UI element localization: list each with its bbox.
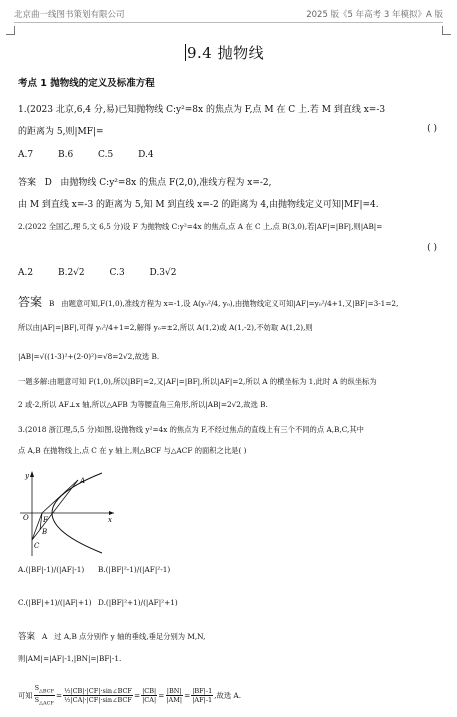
q3-parabola-figure bbox=[18, 468, 118, 558]
segment-fa bbox=[42, 480, 78, 513]
q1-answer-letter: D bbox=[44, 178, 52, 188]
q1-answer-label: 答案 bbox=[18, 178, 37, 188]
q3-solution-line3: 可知 $\frac{S_{\triangle BCF}}{S_{\triangle ACF}}$ = $\frac{\text{½|CB|·|CF|·sin∠BCF}}{\text{½|CA|·|CF|·sin∠BCF}}$ = $\frac{|CB|}{|CA|}$ = $\frac{|BN|}{|AM|}$ = $\frac{|BF|-1}{|AF|-1}$ ,故选 A. bbox=[18, 684, 242, 707]
q1-option-a: A.7 bbox=[18, 150, 34, 160]
header-edition: 2025 版《5 年高考 3 年模拟》A 版 bbox=[306, 10, 443, 20]
point-c-label: C bbox=[34, 542, 40, 550]
y-axis-label: y bbox=[25, 472, 29, 480]
crop-mark-left bbox=[6, 26, 15, 35]
crop-mark-right bbox=[442, 26, 451, 35]
q1-stem-line1: 1.(2023 北京,6,4 分,易)已知抛物线 C:y²=8x 的焦点为 F,点 M 在 C 上.若 M 到直线 x=-3 bbox=[18, 105, 386, 115]
q2-solution-line2: 所以由|AF|=|BF|,可得 y₀²/4+1=2,解得 y₀=±2,所以 A(1,2)或 A(1,-2),不妨取 A(1,2),则 bbox=[18, 323, 313, 332]
q1-option-c: C.5 bbox=[98, 150, 114, 160]
q2-solution-line4: 一题多解:由题意可知 F(1,0),所以|BF|=2,又|AF|=|BF|,所以|AF|=2,所以 A 的横坐标为 1,此时 A 的纵坐标为 bbox=[18, 377, 377, 386]
text-cursor bbox=[185, 44, 186, 61]
q1-answer bbox=[18, 175, 272, 188]
q2-stem: 2.(2022 全国乙,理 5,文 6,5 分)设 F 为抛物线 C:y²=4x 的焦点,点 A 在 C 上,点 B(3,0),若|AF|=|BF|,则|AB|= bbox=[18, 222, 383, 231]
q2-answer-letter: B bbox=[48, 299, 55, 308]
line-abc bbox=[32, 480, 78, 540]
q3-solution-line2: 则|AM|=|AF|-1,|BN|=|BF|-1. bbox=[18, 654, 122, 663]
q3-solution-prefix: 可知 bbox=[18, 690, 33, 700]
section-heading: 考点 1 抛物线的定义及标准方程 bbox=[18, 78, 155, 89]
q3-bn-am-fraction: $\frac{|BN|}{|AM|}$ bbox=[166, 687, 183, 705]
q3-solution-suffix: ,故选 A. bbox=[214, 690, 242, 700]
q2-solution-line1: 由题意可知,F(1,0),准线方程为 x=-1,设 A(y₀²/4, y₀),由抛物线定义可知|AF|=y₀²/4+1,又|BF|=3-1=2, bbox=[61, 299, 399, 308]
q3-answer-label: 答案 bbox=[18, 632, 36, 642]
q1-option-d: D.4 bbox=[138, 150, 154, 160]
q1-answer-paren: ( ) bbox=[427, 124, 437, 134]
q3-cb-ca-fraction: $\frac{|CB|}{|CA|}$ bbox=[142, 687, 157, 705]
q1-options bbox=[18, 150, 176, 160]
x-axis-label: x bbox=[108, 516, 112, 524]
header-publisher: 北京曲一线图书策划有限公司 bbox=[14, 10, 125, 20]
q2-answer-paren: ( ) bbox=[427, 243, 437, 253]
q3-final-fraction: $\frac{|BF|-1}{|AF|-1}$ bbox=[192, 687, 213, 705]
q3-stem-line2: 点 A,B 在抛物线上,点 C 在 y 轴上,则△BCF 与△ACF 的面积之比是( ) bbox=[18, 446, 247, 455]
q1-option-b: B.6 bbox=[57, 150, 74, 160]
q2-option-d: D.3√2 bbox=[149, 268, 177, 278]
q2-option-b: B.2√2 bbox=[57, 268, 85, 278]
page-title-text: 9.4 抛物线 bbox=[187, 44, 265, 62]
point-b-label: B bbox=[42, 528, 48, 536]
q3-stem-line1: 3.(2018 浙江理,5,5 分)如图,设抛物线 y²=4x 的焦点为 F,不经过焦点的直线上有三个不同的点 A,B,C,其中 bbox=[18, 425, 364, 434]
q3-option-d: D.(|BF|²+1)/(|AF|²+1) bbox=[98, 598, 178, 607]
q1-solution-line1: 由抛物线 C:y²=8x 的焦点 F(2,0),准线方程为 x=-2, bbox=[60, 178, 272, 188]
q2-option-a: A.2 bbox=[18, 268, 34, 278]
q2-option-c: C.3 bbox=[109, 268, 125, 278]
header-rule bbox=[14, 22, 443, 23]
page-title bbox=[185, 42, 264, 63]
q3-area-ratio-fraction: $\frac{S_{\triangle BCF}}{S_{\triangle ACF}}$ bbox=[34, 684, 54, 707]
q3-sine-area-fraction: $\frac{\text{½|CB|·|CF|·sin∠BCF}}{\text{½|CA|·|CF|·sin∠BCF}}$ bbox=[64, 687, 132, 705]
q3-solution-line1: 过 A,B 点分别作 y 轴的垂线,垂足分别为 M,N, bbox=[54, 632, 206, 641]
q2-answer-label: 答案 bbox=[18, 295, 43, 309]
y-axis-arrow bbox=[30, 471, 34, 477]
q1-solution-line2: 由 M 到直线 x=-3 的距离为 5,知 M 到直线 x=-2 的距离为 4,由抛物线定义可知|MF|=4. bbox=[18, 200, 379, 210]
q3-answer bbox=[18, 630, 205, 642]
q3-option-c: C.(|BF|+1)/(|AF|+1) bbox=[18, 598, 92, 607]
focus-label: F bbox=[43, 516, 48, 524]
q3-answer-letter: A bbox=[41, 632, 48, 641]
q1-stem-line2: 的距离为 5,则|MF|= bbox=[18, 127, 104, 137]
q2-solution-line3: |AB|=√((1-3)²+(2-0)²)=√8=2√2,故选 B. bbox=[18, 352, 160, 361]
x-axis-arrow bbox=[109, 511, 114, 515]
q2-options bbox=[18, 268, 199, 278]
q2-solution-line5: 2 或-2,所以 AF⊥x 轴,所以△AFB 为等腰直角三角形,所以|AB|=2√2,故选 B. bbox=[18, 400, 268, 409]
q3-option-b: B.(|BF|²-1)/(|AF|²-1) bbox=[98, 565, 171, 574]
q3-option-a: A.(|BF|-1)/(|AF|-1) bbox=[18, 565, 85, 574]
point-a-label: A bbox=[80, 477, 86, 485]
origin-label: O bbox=[23, 514, 29, 522]
q2-answer bbox=[18, 293, 398, 310]
